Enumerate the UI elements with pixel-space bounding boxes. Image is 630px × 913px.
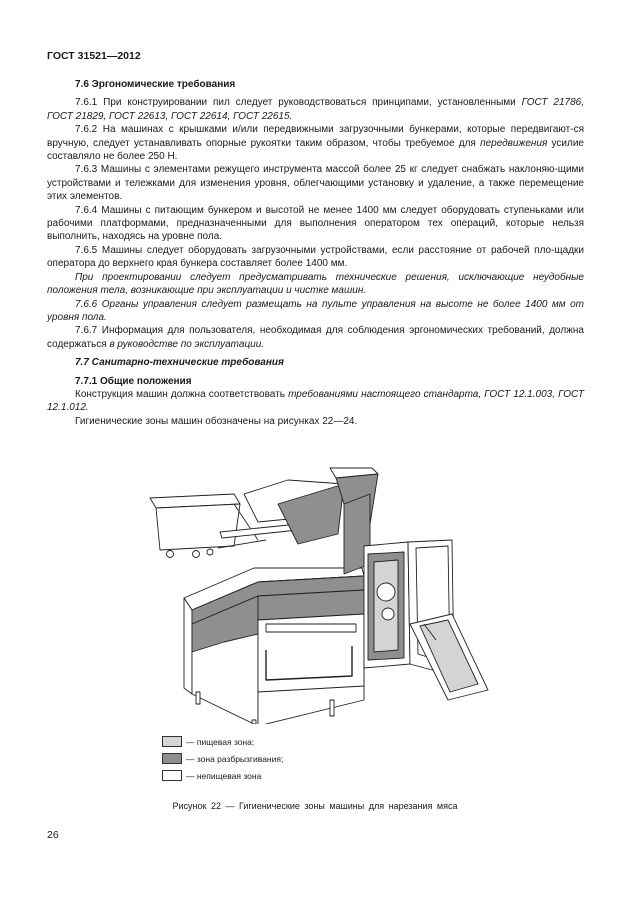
paragraph-7-6-4: 7.6.4 Машины с питающим бункером и высотой не менее 1400 мм следует оборудовать ступеньками или рабочими платформами, предназначенными для выполнения оператором тех операций, которые нельзя выполнить, находясь на уровне пола. xyxy=(47,204,584,243)
text-run: ГОСТ 21786, ГОСТ 21829, ГОСТ 22613, ГОСТ 22614, ГОСТ 22615. xyxy=(47,97,585,122)
figure-meat-cutting-machine xyxy=(148,464,498,724)
text-run: требованиями настоящего стандарта, ГОСТ 12.1.003, ГОСТ 12.1.012. xyxy=(47,388,584,414)
paragraph-7-6-5: 7.6.5 Машины следует оборудовать загрузочными устройствами, если расстояние от рабочей пло-щадки оператора до верхнего края бункера составляет более 1400 мм. xyxy=(47,244,584,270)
text-run: 7.6.1 При конструировании пил следует руководствоваться принципами, установленными xyxy=(75,97,522,109)
section-7-7-title: 7.7 Санитарно-технические требования xyxy=(75,357,284,369)
text-run: 7.6.2 На машинах с крышками и/или передвижными загрузочными бункерами, которые передвигают-ся вручную, следует устанавливать опорные рукоятки таким образом, чтобы требуемое для xyxy=(47,124,584,149)
section-7-6-title: 7.6 Эргономические требования xyxy=(75,79,236,90)
paragraph-7-6-1 xyxy=(47,96,584,123)
page-header: ГОСТ 31521—2012 xyxy=(47,50,141,62)
legend-item-food: — пищевая зона; xyxy=(162,733,283,750)
text-run: усилие составляло не более 250 Н. xyxy=(47,137,584,163)
paragraph-7-6-6: 7.6.6 Органы управления следует размещать на пульте управления на высоте не более 1400 мм от уровня пола. xyxy=(47,298,584,323)
page-number: 26 xyxy=(47,829,59,841)
legend-item-nonfood: — непищевая зона xyxy=(162,767,283,784)
legend-item-splash: — зона разбрызгивания; xyxy=(162,750,283,767)
text-run: в руководстве по эксплуатации. xyxy=(109,338,265,350)
body-text xyxy=(47,78,584,428)
cutting-zone xyxy=(374,560,398,652)
text-run: передвижения xyxy=(480,137,548,149)
legend xyxy=(162,733,283,784)
figure-caption: Рисунок 22 — Гигиенические зоны машины для нарезания мяса xyxy=(172,801,458,811)
legend-swatch-food xyxy=(162,736,182,747)
section-7-7-1-title: 7.7.1 Общие положения xyxy=(75,375,192,387)
paragraph-7-6-2 xyxy=(47,123,584,163)
legend-swatch-nonfood xyxy=(162,770,182,781)
paragraph-7-7-1 xyxy=(47,388,584,415)
text-run: Конструкция машин должна соответствовать xyxy=(75,388,289,400)
paragraph-7-6-3: 7.6.3 Машины с элементами режущего инструмента массой более 25 кг следует снабжать наклоняю-щими устройствами и тележками для изменения уровня, облегчающими установку и удаление, а также перемещение этих элементов. xyxy=(47,164,584,203)
text-run: 7.6.7 Информация для пользователя, необходимая для соблюдения эргономических требований, должна содержаться xyxy=(47,325,584,350)
paragraph-7-6-7 xyxy=(47,324,584,351)
paragraph-7-7-1-figures: Гигиенические зоны машин обозначены на рисунках 22—24. xyxy=(75,415,358,427)
paragraph-7-6-5-note: При проектировании следует предусматривать технические решения, исключающие неудобные положения тела, возникающие при эксплуатации и чистке машин. xyxy=(47,271,584,297)
legend-swatch-splash xyxy=(162,753,182,764)
cart-body xyxy=(156,504,240,550)
